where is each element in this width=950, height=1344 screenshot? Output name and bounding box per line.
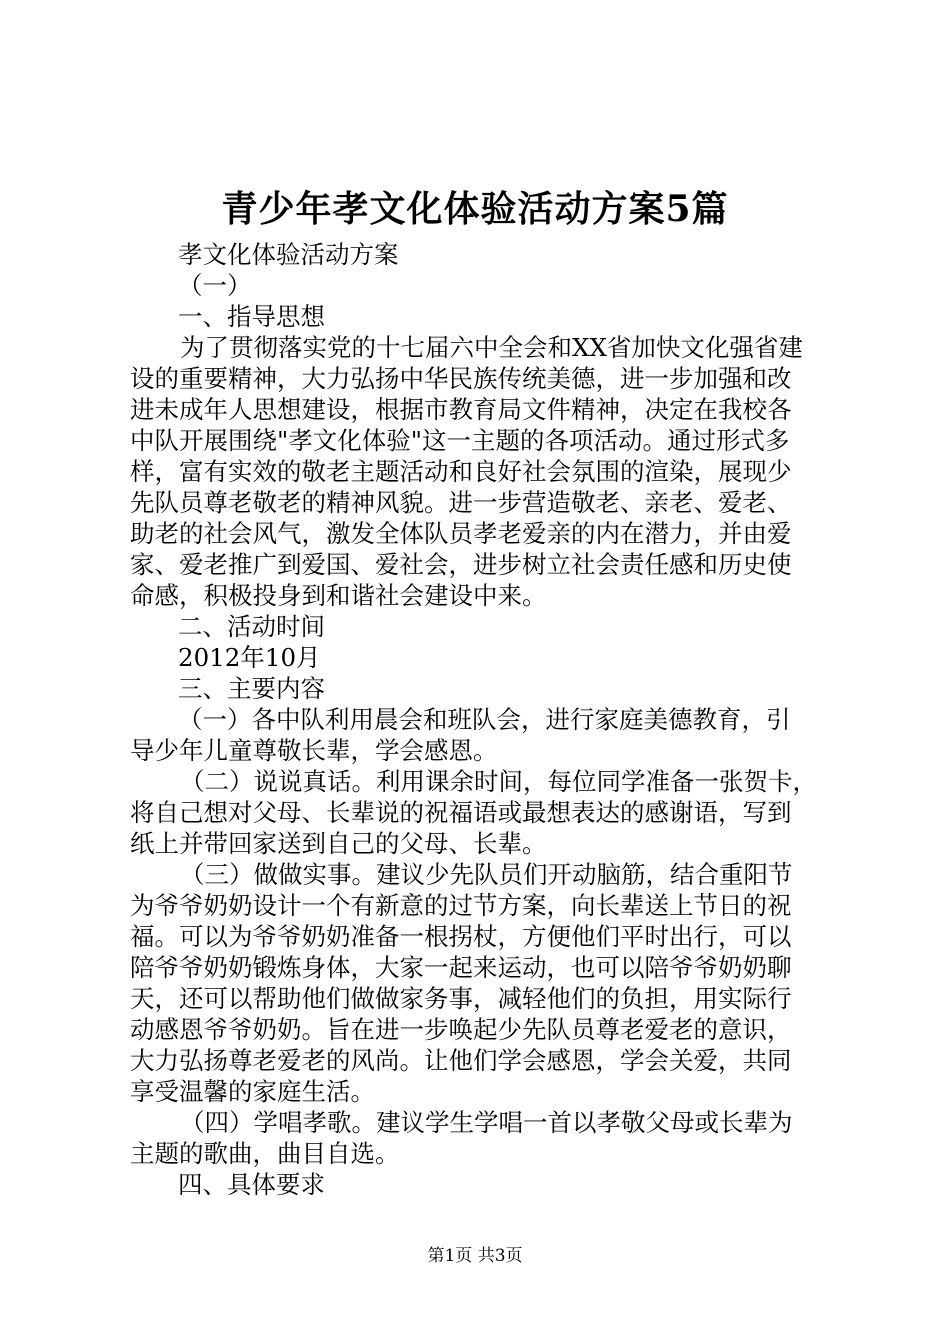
document-title: 青少年孝文化体验活动方案5篇 — [221, 188, 729, 230]
text-line: 命感，积极投身到和谐社会建设中来。 — [130, 581, 547, 610]
text-line: 主题的歌曲，曲目自选。 — [130, 1139, 400, 1168]
text-line: （二）说说真话。利用课余时间，每位同学准备一张贺卡， — [180, 767, 817, 796]
document-body — [130, 239, 830, 1200]
text-line: 大力弘扬尊老爱老的风尚。让他们学会感恩，学会关爱，共同 — [130, 1046, 792, 1075]
text-line: 天，还可以帮助他们做做家务事，减轻他们的负担，用实际行 — [130, 984, 792, 1013]
text-line: （四）学唱孝歌。建议学生学唱一首以孝敬父母或长辈为 — [180, 1108, 793, 1137]
text-line: 设的重要精神，大力弘扬中华民族传统美德，进一步加强和改 — [130, 364, 792, 393]
text-line: （一）各中队利用晨会和班队会，进行家庭美德教育，引 — [178, 705, 791, 734]
text-line: 享受温馨的家庭生活。 — [130, 1077, 375, 1106]
text-line: 纸上并带回家送到自己的父母、长辈。 — [130, 829, 547, 858]
text-line: 一、指导思想 — [178, 302, 325, 331]
text-line: 助老的社会风气，激发全体队员孝老爱亲的内在潜力，并由爱 — [130, 519, 792, 548]
text-line: 导少年儿童尊敬长辈，学会感恩。 — [130, 736, 498, 765]
text-line: 三、主要内容 — [178, 674, 325, 703]
text-line: 二、活动时间 — [178, 612, 325, 641]
text-line: 样，富有实效的敬老主题活动和良好社会氛围的渲染，展现少 — [130, 457, 792, 486]
text-line: 陪爷爷奶奶锻炼身体，大家一起来运动，也可以陪爷爷奶奶聊 — [130, 953, 792, 982]
text-line: 家、爱老推广到爱国、爱社会，进步树立社会责任感和历史使 — [130, 550, 792, 579]
text-line: （一） — [178, 271, 252, 300]
text-line: 四、具体要求 — [178, 1170, 325, 1199]
page-footer: 第1页 共3页 — [427, 1246, 523, 1266]
text-line: 福。可以为爷爷奶奶准备一根拐杖，方便他们平时出行，可以 — [130, 922, 792, 951]
text-line: 中队开展围绕"孝文化体验"这一主题的各项活动。通过形式多 — [130, 426, 790, 455]
text-line: 动感恩爷爷奶奶。旨在进一步唤起少先队员尊老爱老的意识， — [130, 1015, 792, 1044]
text-line: 为了贯彻落实党的十七届六中全会和XX省加快文化强省建 — [180, 333, 803, 362]
text-line: 为爷爷奶奶设计一个有新意的过节方案，向长辈送上节日的祝 — [130, 891, 792, 920]
text-line: 进未成年人思想建设，根据市教育局文件精神，决定在我校各 — [130, 395, 792, 424]
text-line: 孝文化体验活动方案 — [178, 240, 399, 269]
text-line: 2012年10月 — [178, 643, 321, 672]
text-line: （三）做做实事。建议少先队员们开动脑筋，结合重阳节 — [180, 860, 793, 889]
text-line: 先队员尊老敬老的精神风貌。进一步营造敬老、亲老、爱老、 — [130, 488, 792, 517]
text-line: 将自己想对父母、长辈说的祝福语或最想表达的感谢语，写到 — [130, 798, 792, 827]
